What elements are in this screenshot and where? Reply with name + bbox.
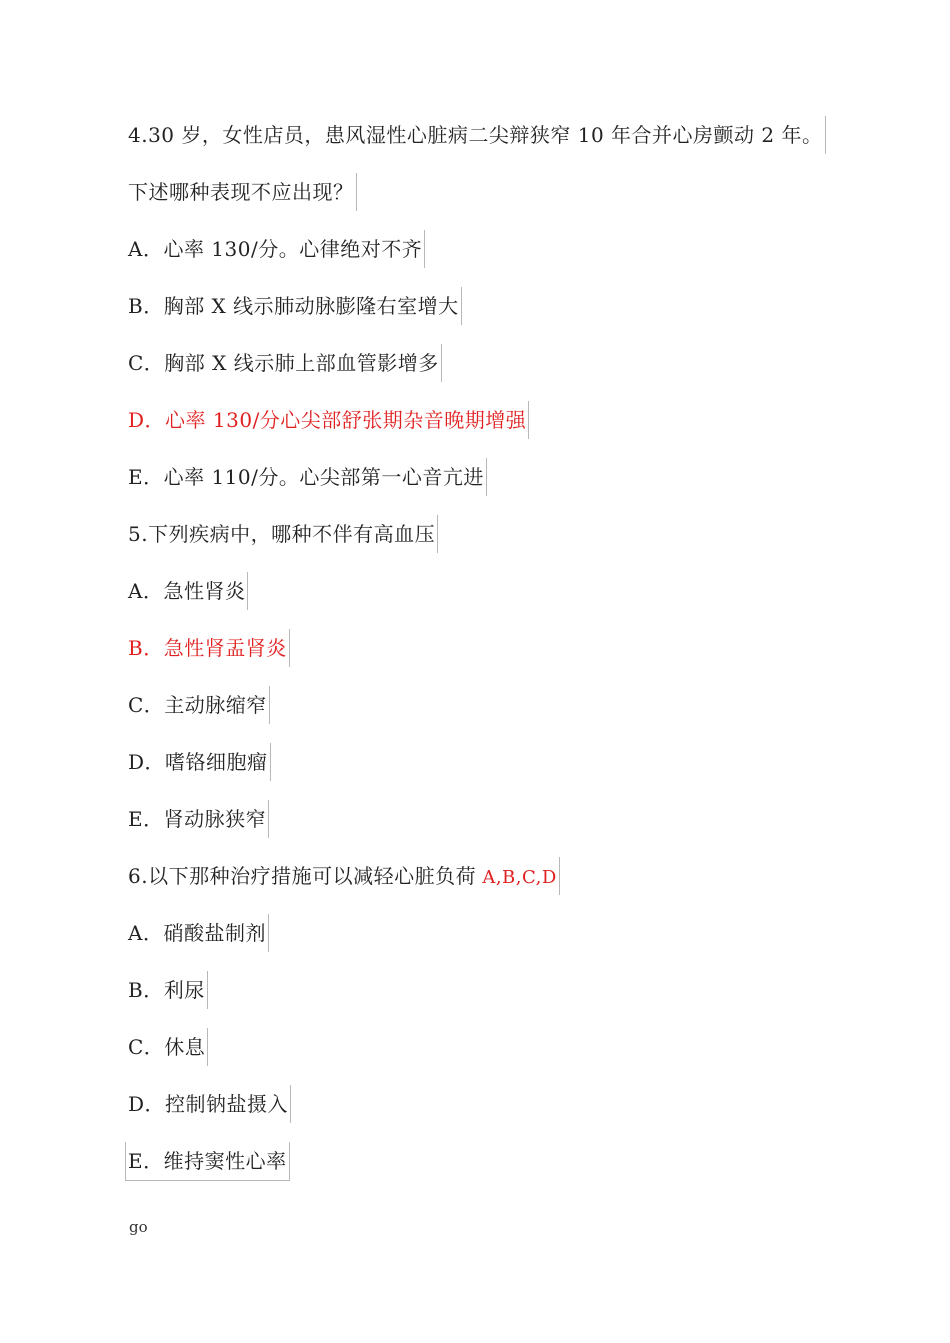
line-text: B．胸部 X 线示肺动脉膨隆右室增大 bbox=[128, 294, 459, 318]
line-text: D．心率 130/分心尖部舒张期杂音晚期增强 bbox=[128, 408, 527, 432]
option-line bbox=[128, 800, 269, 838]
line-text: B．急性肾盂肾炎 bbox=[128, 636, 287, 660]
option-line bbox=[128, 971, 208, 1009]
option-line bbox=[128, 686, 270, 724]
line-text: A．急性肾炎 bbox=[128, 579, 246, 603]
line-text: 5.下列疾病中，哪种不伴有高血压 bbox=[128, 522, 436, 546]
option-line bbox=[128, 230, 425, 268]
option-line bbox=[128, 629, 290, 667]
option-line bbox=[128, 572, 248, 610]
line-text: C．休息 bbox=[128, 1035, 206, 1059]
line-text: A．硝酸盐制剂 bbox=[128, 921, 266, 945]
line-text: 下述哪种表现不应出现？ bbox=[128, 180, 354, 204]
option-line bbox=[128, 1028, 208, 1066]
page-footer: go bbox=[129, 1218, 148, 1236]
option-line bbox=[128, 287, 462, 325]
question-text bbox=[128, 857, 560, 895]
line-text: 4.30 岁，女性店员，患风湿性心脏病二尖辩狭窄 10 年合并心房颤动 2 年。 bbox=[128, 123, 823, 147]
line-text: E．肾动脉狭窄 bbox=[128, 807, 267, 831]
line-text: E．心率 110/分。心尖部第一心音亢进 bbox=[128, 465, 484, 489]
option-line bbox=[128, 743, 271, 781]
line-text: D．嗜铬细胞瘤 bbox=[128, 750, 268, 774]
line-text: C．胸部 X 线示肺上部血管影增多 bbox=[128, 351, 439, 375]
question-text bbox=[128, 515, 438, 553]
option-line bbox=[128, 344, 442, 382]
option-line bbox=[125, 1142, 290, 1181]
option-line bbox=[128, 173, 357, 211]
question-text bbox=[128, 116, 826, 154]
line-text: E．维持窦性心率 bbox=[128, 1149, 287, 1173]
answer-key: A,B,C,D bbox=[476, 867, 557, 888]
line-text: B．利尿 bbox=[128, 978, 205, 1002]
line-text: A．心率 130/分。心律绝对不齐 bbox=[128, 237, 423, 261]
option-line bbox=[128, 914, 269, 952]
line-text: C．主动脉缩窄 bbox=[128, 693, 267, 717]
option-line bbox=[128, 458, 487, 496]
line-text: D．控制钠盐摄入 bbox=[128, 1092, 289, 1116]
option-line bbox=[128, 1085, 291, 1123]
line-text: 6.以下那种治疗措施可以减轻心脏负荷 bbox=[128, 864, 477, 888]
option-line bbox=[128, 401, 529, 439]
